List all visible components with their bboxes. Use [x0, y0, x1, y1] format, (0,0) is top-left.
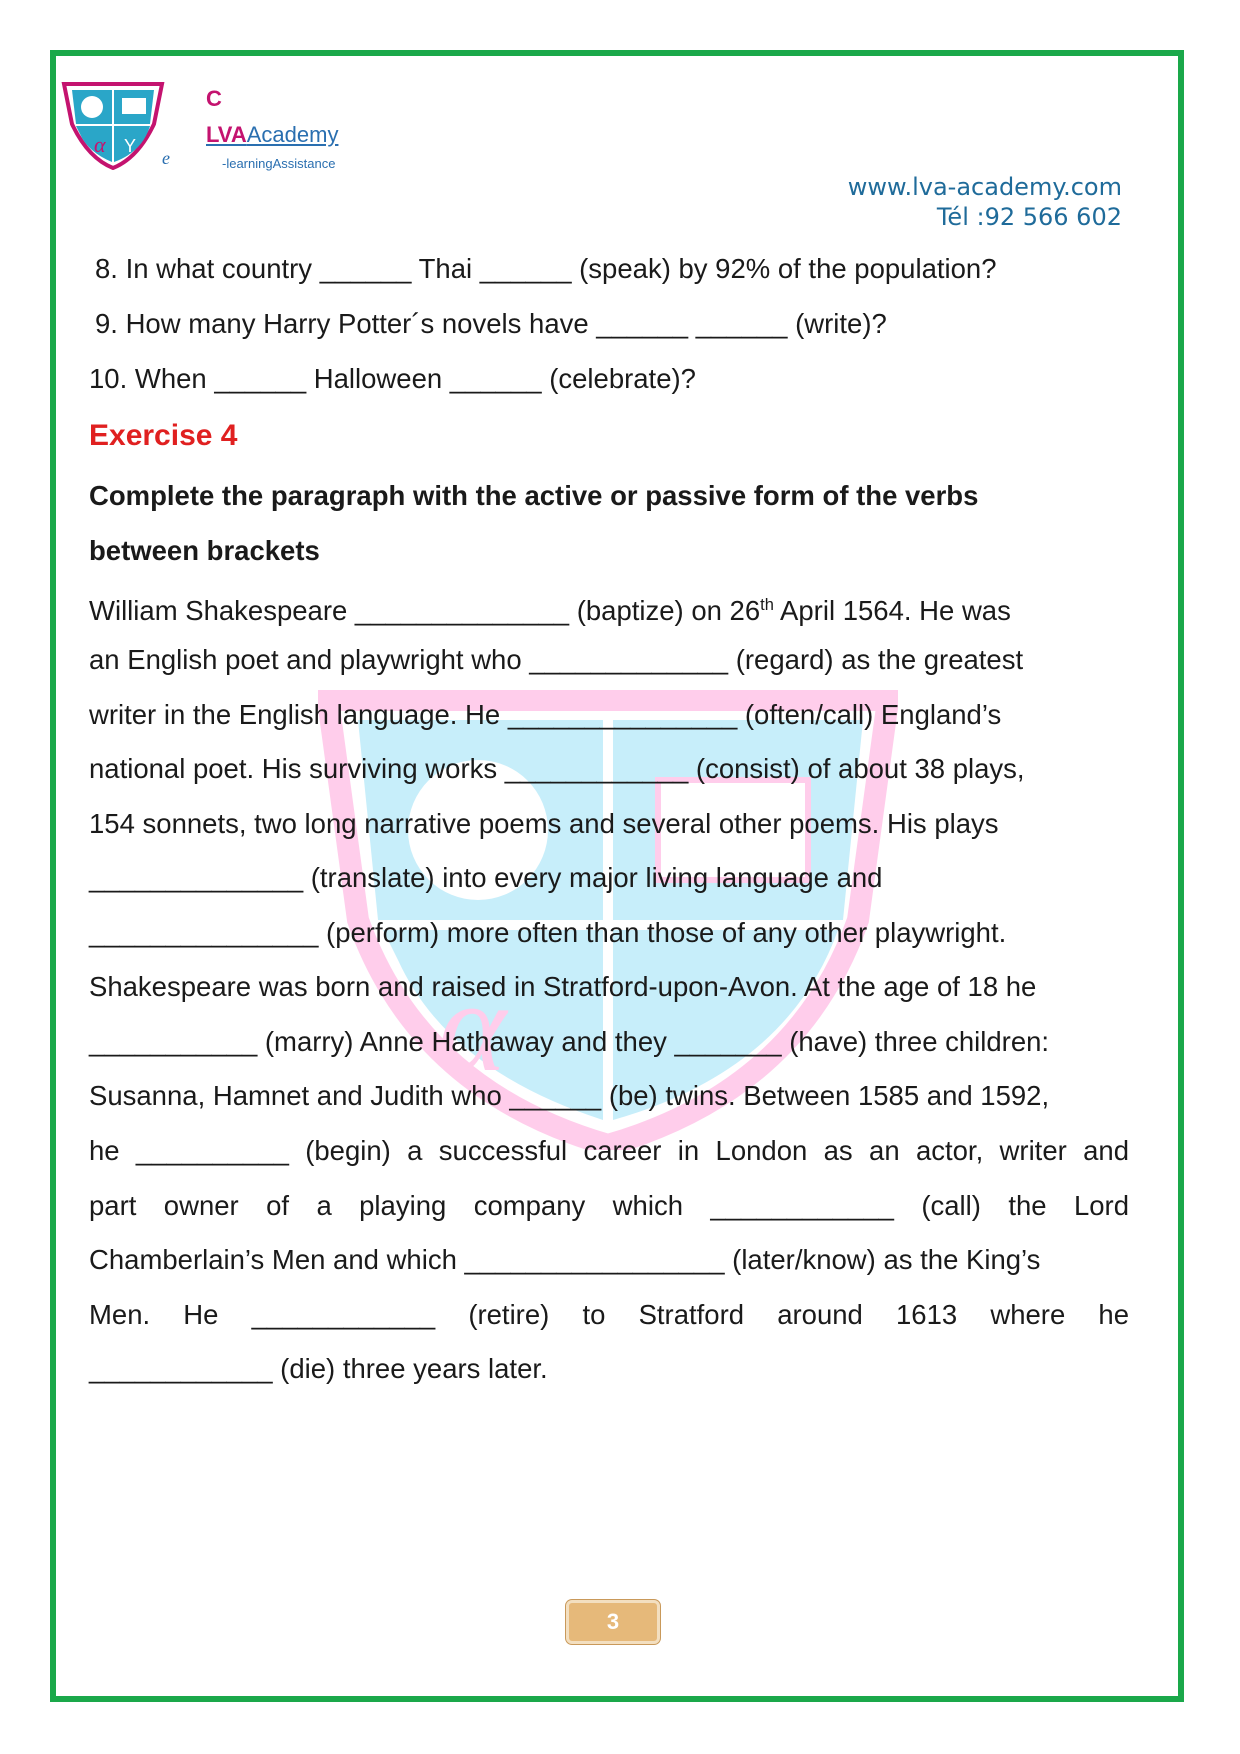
brand-letter: C: [206, 86, 222, 111]
lva-academy-logo: [58, 78, 168, 170]
question-10: 10. When ______ Halloween ______ (celebrate)?: [89, 363, 696, 394]
website-link[interactable]: www.lva-academy.com: [847, 173, 1122, 201]
phone-number: Tél :92 566 602: [936, 203, 1122, 231]
contact-block: [848, 172, 1122, 232]
paragraph-line-3: writer in the English language. He _______________ (often/call) England’s: [89, 699, 1002, 730]
paragraph-line-1-end: April 1564. He was: [773, 595, 1011, 627]
paragraph-line-11: he __________ (begin) a successful career in London as an actor, writer and: [89, 1135, 1129, 1166]
paragraph-line-13: Chamberlain’s Men and which _________________ (later/know) as the King’s: [89, 1244, 1041, 1275]
svg-text:α: α: [94, 132, 106, 157]
ordinal-suffix: th: [760, 596, 774, 614]
paragraph-line-6: ______________ (translate) into every major living language and: [89, 862, 883, 893]
paragraph-line-10: Susanna, Hamnet and Judith who ______ (be) twins. Between 1585 and 1592,: [89, 1080, 1050, 1111]
question-9: 9. How many Harry Potter´s novels have ______ ______ (write)?: [95, 308, 887, 339]
svg-text:Y: Y: [124, 136, 137, 156]
question-8: 8. In what country ______ Thai ______ (speak) by 92% of the population?: [95, 253, 997, 284]
brand-name: [206, 122, 338, 148]
paragraph-line-8: Shakespeare was born and raised in Stratford-upon-Avon. At the age of 18 he: [89, 971, 1037, 1002]
instruction-line-1: Complete the paragraph with the active or passive form of the verbs: [89, 480, 979, 511]
paragraph-line-2: an English poet and playwright who _____________ (regard) as the greatest: [89, 644, 1024, 675]
paragraph-line-1: [89, 585, 1011, 631]
brand-e-mark: e: [162, 148, 170, 168]
brand-lva: LVA: [206, 122, 247, 147]
paragraph-line-4: national poet. His surviving works ____________ (consist) of about 38 plays,: [89, 753, 1025, 784]
paragraph-line-9: ___________ (marry) Anne Hathaway and they _______ (have) three children:: [89, 1026, 1050, 1057]
paragraph-line-5: 154 sonnets, two long narrative poems and several other poems. His plays: [89, 808, 999, 839]
exercise-title: Exercise 4: [89, 419, 238, 452]
paragraph-line-7: _______________ (perform) more often than those of any other playwright.: [89, 917, 1007, 948]
instruction-line-2: between brackets: [89, 535, 320, 566]
page-number-badge: 3: [566, 1600, 660, 1644]
brand-subtitle: -learningAssistance: [222, 156, 336, 171]
svg-text:α: α: [438, 955, 507, 1099]
paragraph-line-12: part owner of a playing company which ____________ (call) the Lord: [89, 1190, 1129, 1221]
paragraph-line-15: ____________ (die) three years later.: [89, 1353, 548, 1384]
paragraph-line-14: Men. He ____________ (retire) to Stratford around 1613 where he: [89, 1299, 1129, 1330]
brand-academy: Academy: [246, 122, 339, 147]
paragraph-line-1-start: William Shakespeare ______________ (baptize) on 26: [89, 595, 761, 627]
